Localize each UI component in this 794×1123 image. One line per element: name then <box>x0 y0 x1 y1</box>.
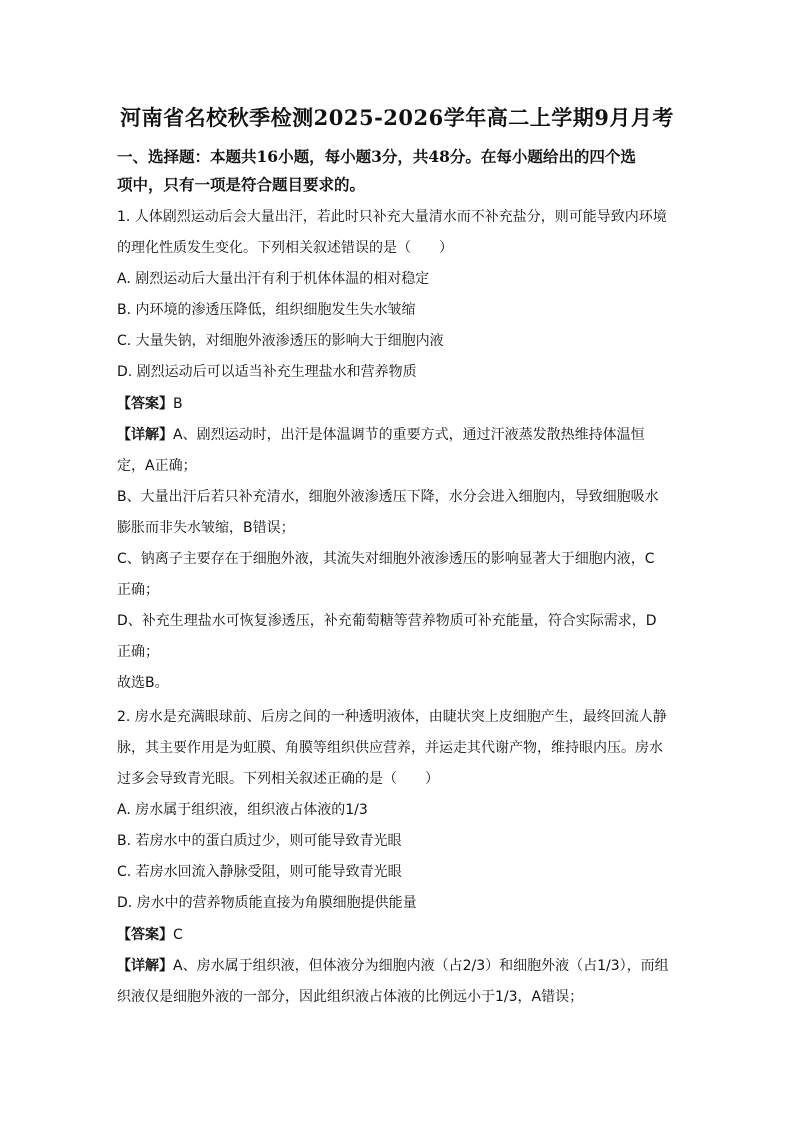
answer-value: C <box>173 927 183 943</box>
detail-tag: 【详解】 <box>117 958 173 974</box>
q1-detail-line-4: 膨胀而非失水皱缩，B错误； <box>117 520 295 536</box>
q2-detail-line-2: 织液仅是细胞外液的一部分，因此组织液占体液的比例远小于1/3，A错误； <box>117 989 584 1005</box>
q1-detail-line-6: 正确； <box>117 582 159 598</box>
q2-stem-line-1: 2. 房水是充满眼球前、后房之间的一种透明液体，由睫状突上皮细胞产生，最终回流人静 <box>117 709 667 725</box>
q1-option-d: D. 剧烈运动后可以适当补充生理盐水和营养物质 <box>117 364 417 380</box>
q2-option-b: B. 若房水中的蛋白质过少，则可能导致青光眼 <box>117 833 402 849</box>
q2-option-a: A. 房水属于组织液，组织液占体液的1/3 <box>117 802 368 818</box>
q1-detail-line-2: 定，A正确； <box>117 458 197 474</box>
q2-stem-line-2: 脉，其主要作用是为虹膜、角膜等组织供应营养，并运走其代谢产物，维持眼内压。房水 <box>117 740 663 756</box>
page-title: 河南省名校秋季检测2025-2026学年高二上学期9月月考 <box>120 105 674 130</box>
q2-option-d: D. 房水中的营养物质能直接为角膜细胞提供能量 <box>117 895 417 911</box>
section-heading-line-2: 项中，只有一项是符合题目要求的。 <box>117 175 366 194</box>
q1-detail-line-5: C、钠离子主要存在于细胞外液，其流失对细胞外液渗透压的影响显著大于细胞内液，C <box>117 551 655 567</box>
q1-detail-line-1 <box>117 424 645 446</box>
q2-answer <box>117 924 183 946</box>
detail-tag: 【详解】 <box>117 427 173 443</box>
detail-text: A、剧烈运动时，出汗是体温调节的重要方式，通过汗液蒸发散热维持体温恒 <box>173 427 645 443</box>
q1-detail-line-9: 故选B。 <box>117 675 169 691</box>
answer-tag: 【答案】 <box>117 927 173 943</box>
q1-detail-line-3: B、大量出汗后若只补充清水，细胞外液渗透压下降，水分会进入细胞内，导致细胞吸水 <box>117 489 659 505</box>
q1-stem-line-2: 的理化性质发生变化。下列相关叙述错误的是（ ） <box>117 240 453 256</box>
answer-value: B <box>173 396 183 412</box>
detail-text: A、房水属于组织液，但体液分为细胞内液（占2/3）和细胞外液（占1/3），而组 <box>173 958 669 974</box>
q2-detail-line-1 <box>117 955 669 977</box>
q1-option-a: A. 剧烈运动后大量出汗有利于机体体温的相对稳定 <box>117 271 430 287</box>
q2-option-c: C. 若房水回流入静脉受阻，则可能导致青光眼 <box>117 864 402 880</box>
answer-tag: 【答案】 <box>117 396 173 412</box>
q1-option-b: B. 内环境的渗透压降低，组织细胞发生失水皱缩 <box>117 302 416 318</box>
q1-option-c: C. 大量失钠，对细胞外液渗透压的影响大于细胞内液 <box>117 333 444 349</box>
q1-detail-line-7: D、补充生理盐水可恢复渗透压，补充葡萄糖等营养物质可补充能量，符合实际需求，D <box>117 613 657 629</box>
q1-stem-line-1: 1. 人体剧烈运动后会大量出汗，若此时只补充大量清水而不补充盐分，则可能导致内环境 <box>117 209 667 225</box>
q1-detail-line-8: 正确； <box>117 644 159 660</box>
section-heading-line-1: 一、选择题：本题共16小题，每小题3分，共48分。在每小题给出的四个选 <box>117 147 636 166</box>
q1-answer <box>117 393 183 415</box>
q2-stem-line-3: 过多会导致青光眼。下列相关叙述正确的是（ ） <box>117 771 439 787</box>
